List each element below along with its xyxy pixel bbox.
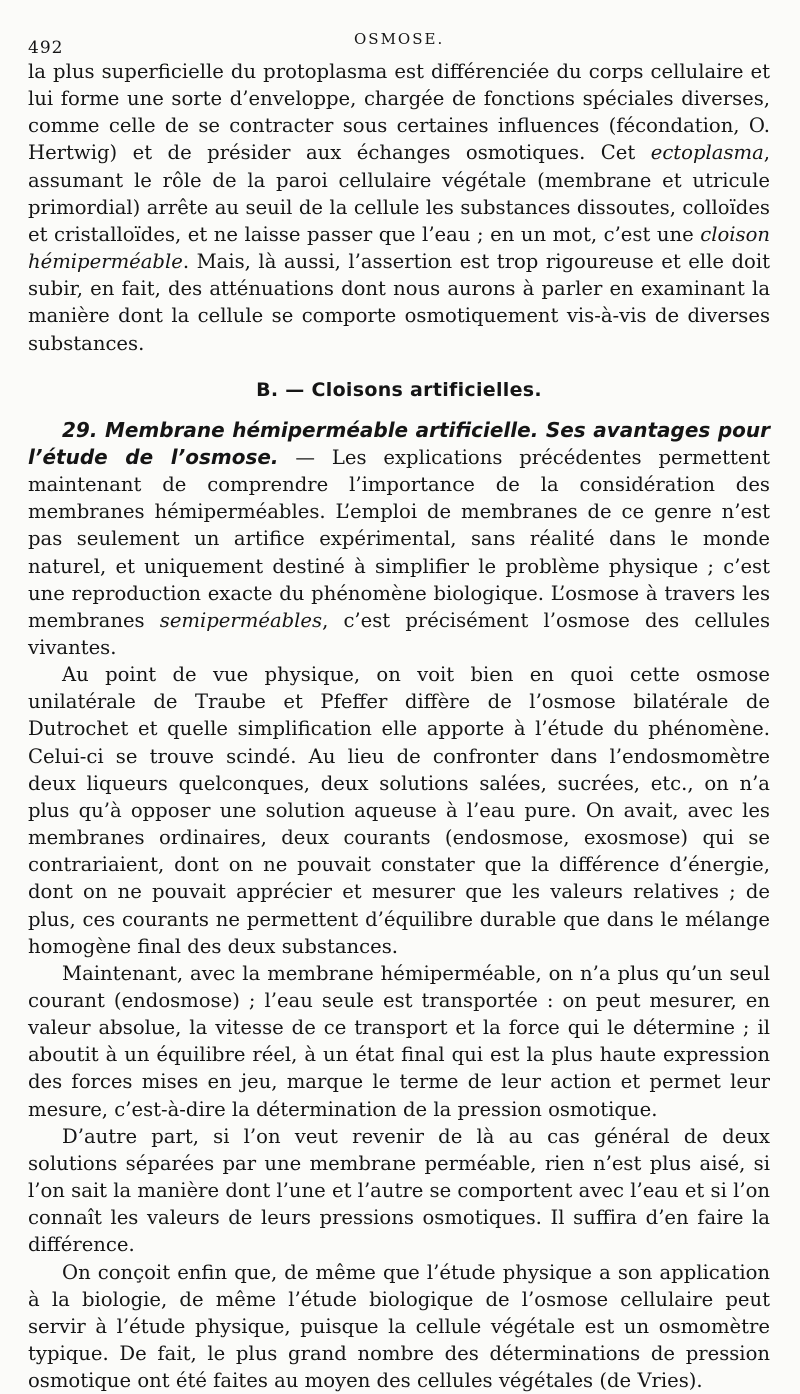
article-heading: 29. Membrane hémiperméable artificielle. Ses avantages pour l’étude de l’osmose. <box>28 417 770 469</box>
section-heading: B. — Cloisons artificielles. <box>256 378 542 401</box>
paragraph-1: la plus superficielle du protoplasma est différenciée du corps cellulaire et lui forme une sorte d’enveloppe, chargée de fonctions spéciales diverses, comme celle de se contracter sous certaines influences (fécondation, O. Hertwig) et de présider aux échanges osmotiques. Cet ectoplasma, assumant le rôle de la paroi cellulaire végétale (membrane et utricule primordial) arrête au seuil de la cellule les substances dissoutes, colloïdes et cristalloïdes, et ne laisse passer que l’eau ; en un mot, c’est une cloison hémiperméable. Mais, là aussi, l’assertion est trop rigoureuse et elle doit subir, en fait, des atténuations dont nous aurons à parler en examinant la manière dont la cellule se comporte osmotiquement vis-à-vis de diverses substances. <box>28 60 770 355</box>
page-header <box>28 0 770 58</box>
page-number: 492 <box>28 38 64 58</box>
body-text <box>28 58 770 1394</box>
paragraph-5: D’autre part, si l’on veut revenir de là au cas général de deux solutions séparées par une membrane perméable, rien n’est plus aisé, si l’on sait la manière dont l’une et l’autre se comportent avec l’eau et si l’on connaît les valeurs de leurs pressions osmotiques. Il suffira d’en faire la différence. <box>28 1124 770 1257</box>
term-ectoplasma: ectoplasma <box>650 141 764 165</box>
paragraph-3: Au point de vue physique, on voit bien en quoi cette osmose unilatérale de Traube et Pfeffer diffère de l’osmose bilatérale de Dutrochet et quelle simplification elle apporte à l’étude du phénomène. Celui-ci se trouve scindé. Au lieu de confronter dans l’endosmomètre deux liqueurs quelconques, deux solutions salées, sucrées, etc., on n’a plus qu’à opposer une solution aqueuse à l’eau pure. On avait, avec les membranes ordinaires, deux courants (endosmose, exosmose) qui se contrariaient, dont on ne pouvait constater que la différence d’énergie, dont on ne pouvait apprécier et mesurer que les valeurs relatives ; de plus, ces courants ne permettent d’équilibre durable que dans le mélange homogène final des deux substances. <box>28 663 770 958</box>
term-semipermeables: semiperméables <box>159 608 323 632</box>
term-cloison-hemipermeable: cloison hémiperméable <box>28 222 770 274</box>
paragraph-4: Maintenant, avec la membrane hémiperméable, on n’a plus qu’un seul courant (endosmose) ; l’eau seule est transportée : on peut mesurer, en valeur absolue, la vitesse de ce transport et la force qui le détermine ; il aboutit à un équilibre réel, à un état final qui est la plus haute expression des forces mises en jeu, marque le terme de leur action et permet leur mesure, c’est-à-dire la détermination de la pression osmotique. <box>28 961 770 1121</box>
article-29-paragraph: 29. Membrane hémiperméable artificielle. Ses avantages pour l’étude de l’osmose. — Les explications précédentes permettent maintenant de comprendre l’importance de la considération des membranes hémiperméables. L’emploi de membranes de ce genre n’est pas seulement un artifice expérimental, sans réalité dans le monde naturel, et uniquement destiné à simplifier le problème physique ; c’est une reproduction exacte du phénomène biologique. L’osmose à travers les membranes semiperméables, c’est précisément l’osmose des cellules vivantes. <box>28 417 771 659</box>
paragraph-6: On conçoit enfin que, de même que l’étude physique a son application à la biologie, de même l’étude biologique de l’osmose cellulaire peut servir à l’étude physique, puisque la cellule végétale est un osmomètre typique. De fait, le plus grand nombre des déterminations de pression osmotique ont été faites au moyen des cellules végétales (de Vries). <box>28 1260 770 1393</box>
running-title: OSMOSE. <box>354 30 445 48</box>
book-page <box>28 0 771 1393</box>
